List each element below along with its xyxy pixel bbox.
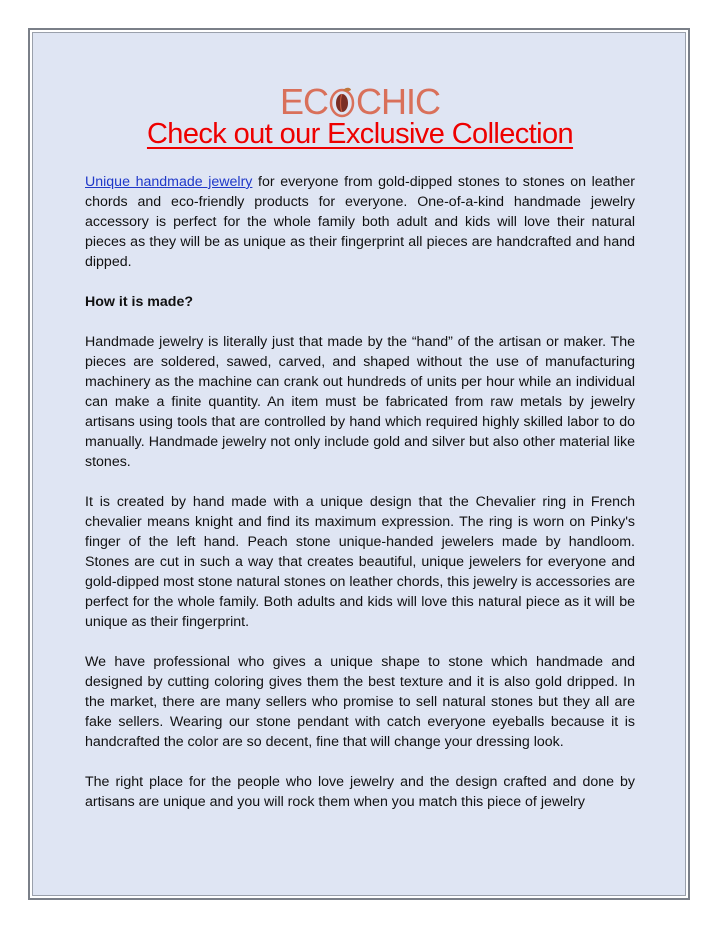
handmade-jewelry-link[interactable]: Unique handmade jewelry — [85, 174, 253, 190]
paragraph-2: It is created by hand made with a unique design that the Chevalier ring in French chevalier means knight and find its maximum expression. The ring is worn on Pinky's finger of the left hand. Peach stone unique-handed jewelers made by handloom. Stones are cut in such a way that creates beautiful, unique jewelers for everyone and gold-dipped most stone natural stones on leather chords, this jewelry is accessories are perfect for the whole family. Both adults and kids will love this natural piece as it will be unique as their fingerprint. — [85, 494, 635, 630]
paragraph-4: The right place for the people who love jewelry and the design crafted and done by artisans are unique and you will rock them when you match this piece of jewelry — [85, 774, 635, 810]
peach-icon — [329, 86, 355, 118]
paragraph-1: Handmade jewelry is literally just that made by the “hand” of the artisan or maker. The pieces are soldered, sawed, carved, and shaped without the use of manufacturing machinery as the machine can crank out hundreds of units per hour while an individual can make a finite quantity. An item must be fabricated from raw metals by jewelry artisans using tools that are controlled by hand which required highly skilled labor to do manually. Handmade jewelry not only include gold and silver but also other material like stones. — [85, 334, 635, 470]
page-title: Check out our Exclusive Collection — [146, 118, 574, 150]
section-heading: How it is made? — [85, 294, 193, 310]
logo-text-right: CHIC — [356, 81, 440, 122]
intro-paragraph — [85, 172, 635, 272]
article-body — [85, 172, 635, 832]
brand-logo[interactable] — [0, 81, 720, 122]
logo-text-left: EC — [279, 81, 328, 122]
intro-text: for everyone from gold-dipped stones to stones on leather chords and eco-friendly products for everyone. One-of-a-kind handmade jewelry accessory is perfect for the whole family both adult and kids will love their natural pieces as they will be as unique as their fingerprint all pieces are handcrafted and hand dipped. — [85, 174, 635, 270]
paragraph-3: We have professional who gives a unique shape to stone which handmade and designed by cutting coloring gives them the best texture and it is also gold dripped. In the market, there are many sellers who promise to sell natural stones but they all are fake sellers. Wearing our stone pendant with catch everyone eyeballs because it is handcrafted the color are so decent, fine that will change your dressing look. — [85, 654, 635, 750]
